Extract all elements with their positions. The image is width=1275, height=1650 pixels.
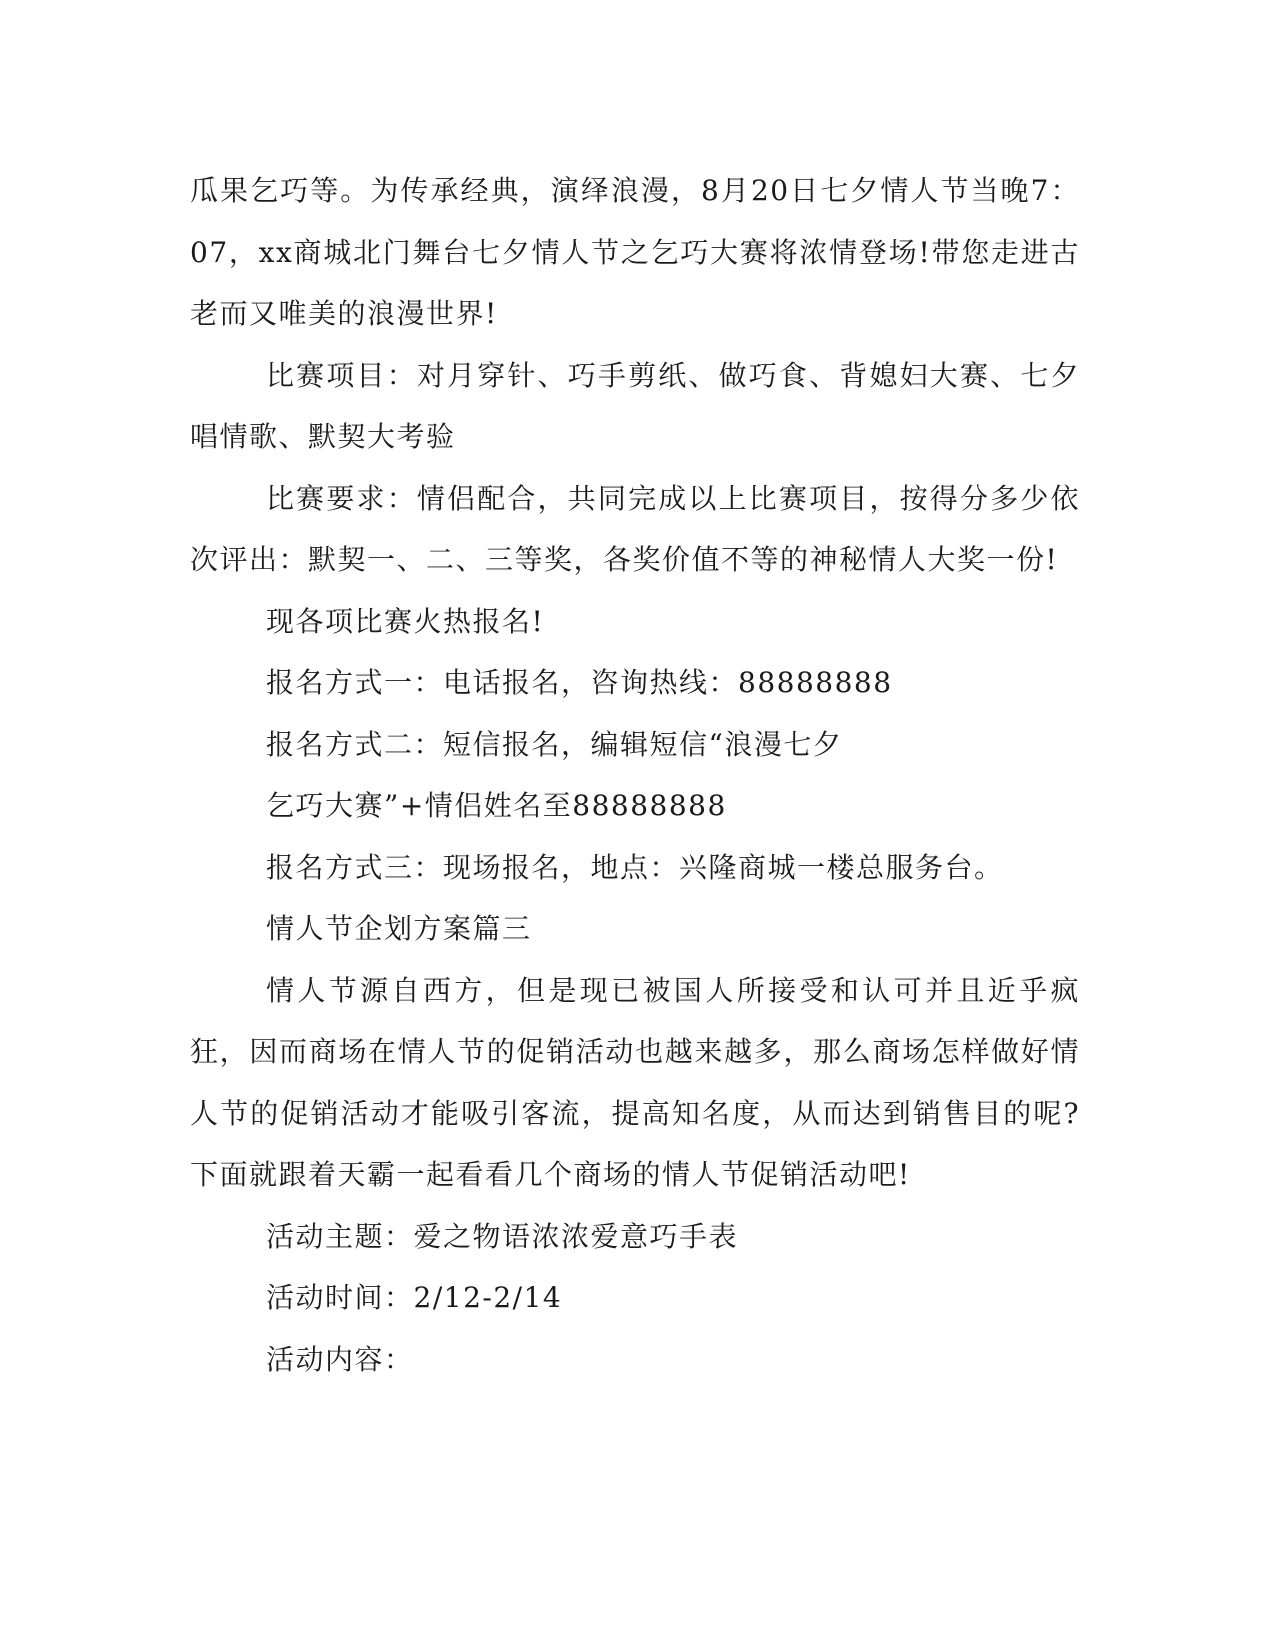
paragraph-section-intro: 情人节源自西方，但是现已被国人所接受和认可并且近乎疯狂，因而商场在情人节的促销活动也越来越多，那么商场怎样做好情人节的促销活动才能吸引客流，提高知名度，从而达到销售目的呢?下面就跟着天霸一起看看几个商场的情人节促销活动吧! <box>190 973 1080 1191</box>
section-heading: 情人节企划方案篇三 <box>266 912 532 945</box>
paragraph-intro: 瓜果乞巧等。为传承经典，演绎浪漫，8月20日七夕情人节当晚7：07，xx商城北门舞台七夕情人节之乞巧大赛将浓情登场!带您走进古老而又唯美的浪漫世界! <box>190 174 1080 330</box>
paragraph-registration-open: 现各项比赛火热报名! <box>266 604 545 638</box>
paragraph-registration-onsite: 报名方式三：现场报名，地点：兴隆商城一楼总服务台。 <box>266 850 1004 884</box>
paragraph-registration-phone: 报名方式一：电话报名，咨询热线：88888888 <box>266 666 893 699</box>
paragraph-competition-rules: 比赛要求：情侣配合，共同完成以上比赛项目，按得分多少依次评出：默契一、二、三等奖，各奖价值不等的神秘情人大奖一份! <box>190 481 1080 576</box>
paragraph-activity-time: 活动时间：2/12-2/14 <box>266 1281 563 1314</box>
paragraph-activity-content: 活动内容： <box>266 1342 414 1376</box>
paragraph-registration-sms: 报名方式二：短信报名，编辑短信“浪漫七夕 <box>266 727 843 761</box>
paragraph-registration-sms-cont: 乞巧大赛”+情侣姓名至88888888 <box>266 789 727 822</box>
document-body <box>190 160 1080 1390</box>
paragraph-activity-theme: 活动主题：爱之物语浓浓爱意巧手表 <box>266 1219 739 1253</box>
paragraph-competition-items: 比赛项目：对月穿针、巧手剪纸、做巧食、背媳妇大赛、七夕唱情歌、默契大考验 <box>190 358 1080 453</box>
